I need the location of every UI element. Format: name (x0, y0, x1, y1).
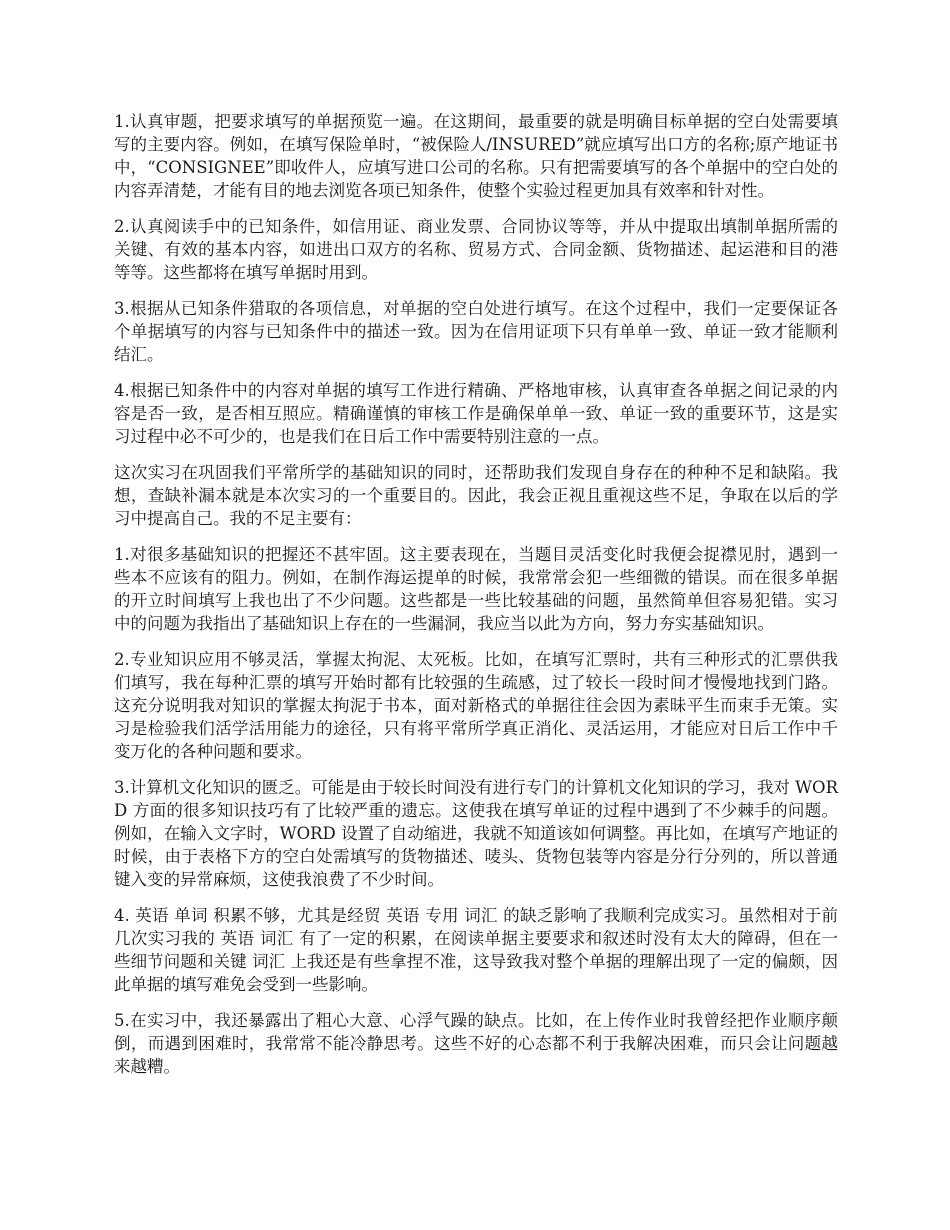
paragraph-step-1: 1.认真审题，把要求填写的单据预览一遍。在这期间，最重要的就是明确目标单据的空白处需要填写的主要内容。例如，在填写保险单时，“被保险人/INSURED”就应填写出口方的名称;原产地证书中，“CONSIGNEE”即收件人，应填写进口公司的名称。只有把需要填写的各个单据中的空白处的内容弄清楚，才能有目的地去浏览各项已知条件，使整个实验过程更加具有效率和针对性。 (114, 112, 838, 200)
paragraph-step-2: 2.认真阅读手中的已知条件，如信用证、商业发票、合同协议等等，并从中提取出填制单据所需的关键、有效的基本内容，如进出口双方的名称、贸易方式、合同金额、货物描述、起运港和目的港等等。这些都将在填写单据时用到。 (114, 217, 838, 282)
document-body (114, 110, 838, 1091)
paragraph-step-3: 3.根据从已知条件猎取的各项信息，对单据的空白处进行填写。在这个过程中，我们一定要保证各个单据填写的内容与已知条件中的描述一致。因为在信用证项下只有单单一致、单证一致才能顺利结汇。 (114, 299, 838, 364)
paragraph-shortcoming-2: 2.专业知识应用不够灵活，掌握太拘泥、太死板。比如，在填写汇票时，共有三种形式的汇票供我们填写，我在每种汇票的填写开始时都有比较强的生疏感，过了较长一段时间才慢慢地找到门路。这充分说明我对知识的掌握太拘泥于书本，面对新格式的单据往往会因为素昧平生而束手无策。实习是检验我们活学活用能力的途径，只有将平常所学真正消化、灵活运用，才能应对日后工作中千变万化的各种问题和要求。 (114, 650, 838, 761)
paragraph-summary: 这次实习在巩固我们平常所学的基础知识的同时，还帮助我们发现自身存在的种种不足和缺陷。我想，查缺补漏本就是本次实习的一个重要目的。因此，我会正视且重视这些不足，争取在以后的学习中提高自己。我的不足主要有： (114, 463, 838, 528)
paragraph-shortcoming-5: 5.在实习中，我还暴露出了粗心大意、心浮气躁的缺点。比如，在上传作业时我曾经把作业顺序颠倒，而遇到困难时，我常常不能冷静思考。这些不好的心态都不利于我解决困难，而只会让问题越来越糟。 (114, 1011, 838, 1076)
paragraph-step-4: 4.根据已知条件中的内容对单据的填写工作进行精确、严格地审核，认真审查各单据之间记录的内容是否一致，是否相互照应。精确谨慎的审核工作是确保单单一致、单证一致的重要环节，这是实习过程中必不可少的，也是我们在日后工作中需要特别注意的一点。 (114, 381, 838, 446)
paragraph-shortcoming-4: 4. 英语 单词 积累不够，尤其是经贸 英语 专用 词汇 的缺乏影响了我顺利完成实习。虽然相对于前几次实习我的 英语 词汇 有了一定的积累，在阅读单据主要要求和叙述时没有太大的障碍，但在一些细节问题和关键 词汇 上我还是有些拿捏不准，这导致我对整个单据的理解出现了一定的偏颇，因此单据的填写难免会受到一些影响。 (114, 906, 838, 994)
paragraph-shortcoming-1: 1.对很多基础知识的把握还不甚牢固。这主要表现在，当题目灵活变化时我便会捉襟见肘，遇到一些本不应该有的阻力。例如，在制作海运提单的时候，我常常会犯一些细微的错误。而在很多单据的开立时间填写上我也出了不少问题。这些都是一些比较基础的问题，虽然简单但容易犯错。实习中的问题为我指出了基础知识上存在的一些漏洞，我应当以此为方向，努力夯实基础知识。 (114, 545, 838, 633)
paragraph-shortcoming-3: 3.计算机文化知识的匮乏。可能是由于较长时间没有进行专门的计算机文化知识的学习，我对 WORD 方面的很多知识技巧有了比较严重的遗忘。这使我在填写单证的过程中遇到了不少棘手的问题。例如，在输入文字时，WORD 设置了自动缩进，我就不知道该如何调整。再比如，在填写产地证的时候，由于表格下方的空白处需填写的货物描述、唛头、货物包装等内容是分行分列的，所以普通键入变的异常麻烦，这使我浪费了不少时间。 (114, 778, 838, 889)
